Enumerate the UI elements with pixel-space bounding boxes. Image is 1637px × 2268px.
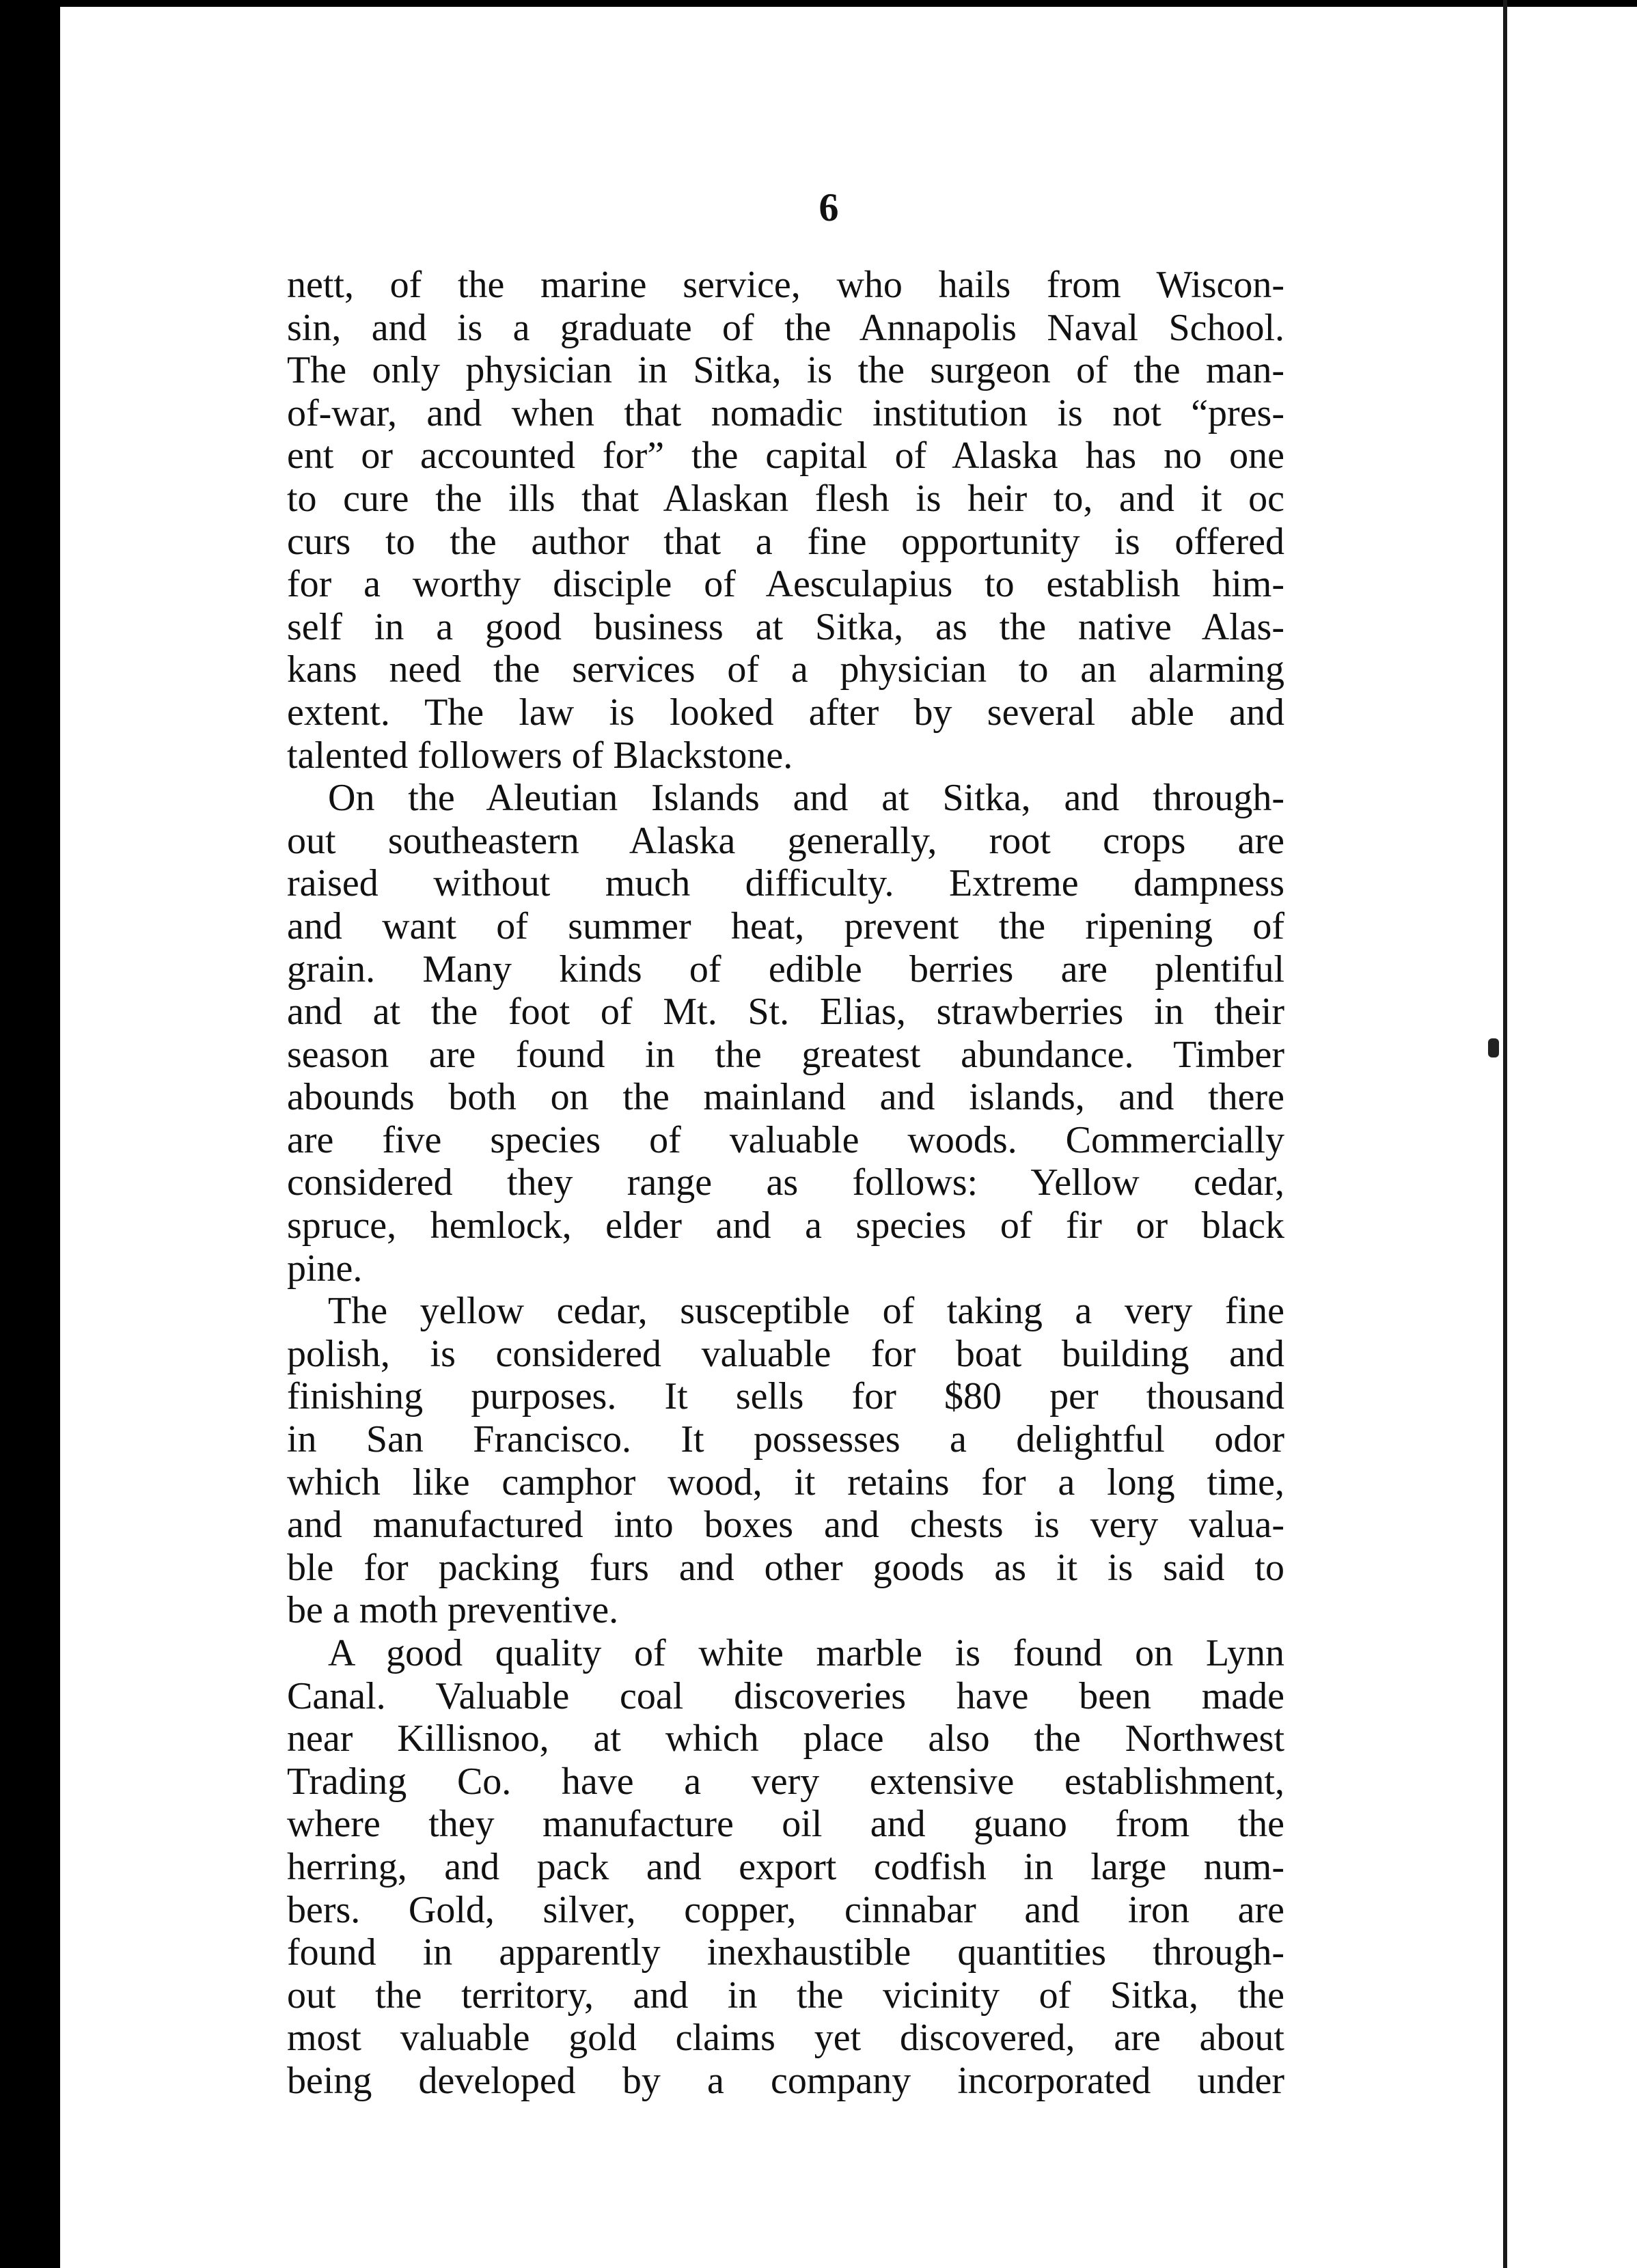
- page-fold-line: [1503, 0, 1507, 2268]
- text-line: spruce, hemlock, elder and a species of fir or black: [287, 1204, 1284, 1247]
- text-line: curs to the author that a fine opportunity is offered: [287, 520, 1284, 563]
- text-line: found in apparently inexhaustible quantities through-: [287, 1931, 1284, 1974]
- text-line: which like camphor wood, it retains for a long time,: [287, 1461, 1284, 1504]
- text-line: polish, is considered valuable for boat building and: [287, 1332, 1284, 1375]
- text-line: out the territory, and in the vicinity of Sitka, the: [287, 1974, 1284, 2017]
- text-line: The only physician in Sitka, is the surgeon of the man-: [287, 349, 1284, 392]
- text-line: self in a good business at Sitka, as the native Alas-: [287, 605, 1284, 648]
- text-line: ent or accounted for” the capital of Alaska has no one: [287, 434, 1284, 478]
- text-line: season are found in the greatest abundance. Timber: [287, 1033, 1284, 1076]
- text-line: kans need the services of a physician to an alarming: [287, 648, 1284, 691]
- text-line: Trading Co. have a very extensive establishment,: [287, 1760, 1284, 1803]
- text-line: grain. Many kinds of edible berries are plentiful: [287, 948, 1284, 991]
- text-line: to cure the ills that Alaskan flesh is heir to, and it oc: [287, 477, 1284, 520]
- text-line: abounds both on the mainland and islands, and there: [287, 1076, 1284, 1119]
- text-line: extent. The law is looked after by several able and: [287, 691, 1284, 734]
- text-line: be a moth preventive.: [287, 1589, 619, 1632]
- text-line: and manufactured into boxes and chests is very valua-: [287, 1504, 1284, 1547]
- text-line: in San Francisco. It possesses a delightful odor: [287, 1418, 1284, 1461]
- text-line: and at the foot of Mt. St. Elias, strawberries in their: [287, 991, 1284, 1034]
- text-line: are five species of valuable woods. Commercially: [287, 1118, 1284, 1161]
- text-line: raised without much difficulty. Extreme dampness: [287, 862, 1284, 905]
- text-line: and want of summer heat, prevent the ripening of: [287, 904, 1284, 948]
- scan-left-border: [0, 0, 60, 2268]
- body-text: [287, 264, 1284, 2103]
- text-line: talented followers of Blackstone.: [287, 734, 793, 777]
- text-line: of-war, and when that nomadic institution is not “pres-: [287, 391, 1284, 434]
- text-line: most valuable gold claims yet discovered, are about: [287, 2017, 1284, 2060]
- text-line: bers. Gold, silver, copper, cinnabar and iron are: [287, 1888, 1284, 1931]
- scan-top-border: [0, 0, 1637, 7]
- text-line: nett, of the marine service, who hails from Wiscon-: [287, 264, 1284, 306]
- text-line: being developed by a company incorporated under: [287, 2059, 1284, 2102]
- text-line: for a worthy disciple of Aesculapius to establish him-: [287, 563, 1284, 606]
- text-line: Canal. Valuable coal discoveries have been made: [287, 1674, 1284, 1717]
- text-line: The yellow cedar, susceptible of taking a very fine: [328, 1290, 1284, 1333]
- text-line: ble for packing furs and other goods as it is said to: [287, 1546, 1284, 1589]
- page-number: 6: [818, 185, 839, 230]
- text-line: out southeastern Alaska generally, root crops are: [287, 819, 1284, 862]
- text-line: pine.: [287, 1247, 363, 1290]
- text-line: near Killisnoo, at which place also the Northwest: [287, 1717, 1284, 1760]
- text-line: On the Aleutian Islands and at Sitka, and through-: [328, 777, 1284, 820]
- text-line: A good quality of white marble is found on Lynn: [328, 1632, 1284, 1674]
- text-line: herring, and pack and export codfish in large num-: [287, 1845, 1284, 1888]
- text-line: where they manufacture oil and guano from the: [287, 1803, 1284, 1846]
- text-line: sin, and is a graduate of the Annapolis Naval School.: [287, 306, 1284, 349]
- page-fold-mark: [1488, 1038, 1499, 1057]
- text-line: finishing purposes. It sells for $80 per thousand: [287, 1375, 1284, 1418]
- text-line: considered they range as follows: Yellow cedar,: [287, 1161, 1284, 1204]
